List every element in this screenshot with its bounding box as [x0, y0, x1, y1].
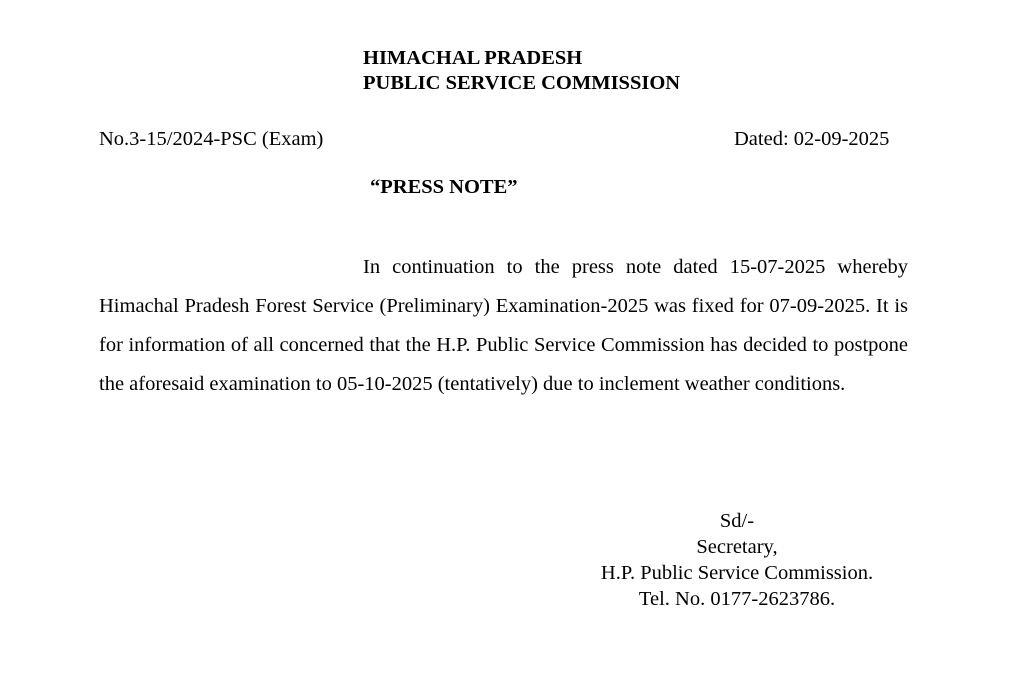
signature-organization: H.P. Public Service Commission.: [600, 562, 874, 584]
document-date: Dated: 02-09-2025: [734, 128, 890, 150]
document-header: [363, 46, 680, 96]
signature-telephone: Tel. No. 0177-2623786.: [638, 588, 836, 610]
signature-block: [586, 508, 888, 612]
reference-number: No.3-15/2024-PSC (Exam): [99, 128, 324, 150]
signature-sd: Sd/-: [719, 510, 755, 532]
signature-designation: Secretary,: [696, 536, 778, 558]
org-name-line2: PUBLIC SERVICE COMMISSION: [363, 72, 681, 94]
body-paragraph: In continuation to the press note dated 15-07-2025 whereby Himachal Pradesh Forest Service (Preliminary) Examination-2025 was fixed for 07-09-2025. It is for information of all concerned that the H.P. Public Service Commission has decided to postpone the aforesaid examination to 05-10-2025 (tentatively) due to inclement weather conditions.: [99, 256, 908, 395]
document-title: “PRESS NOTE”: [370, 176, 518, 198]
org-name-line1: HIMACHAL PRADESH: [363, 47, 583, 69]
